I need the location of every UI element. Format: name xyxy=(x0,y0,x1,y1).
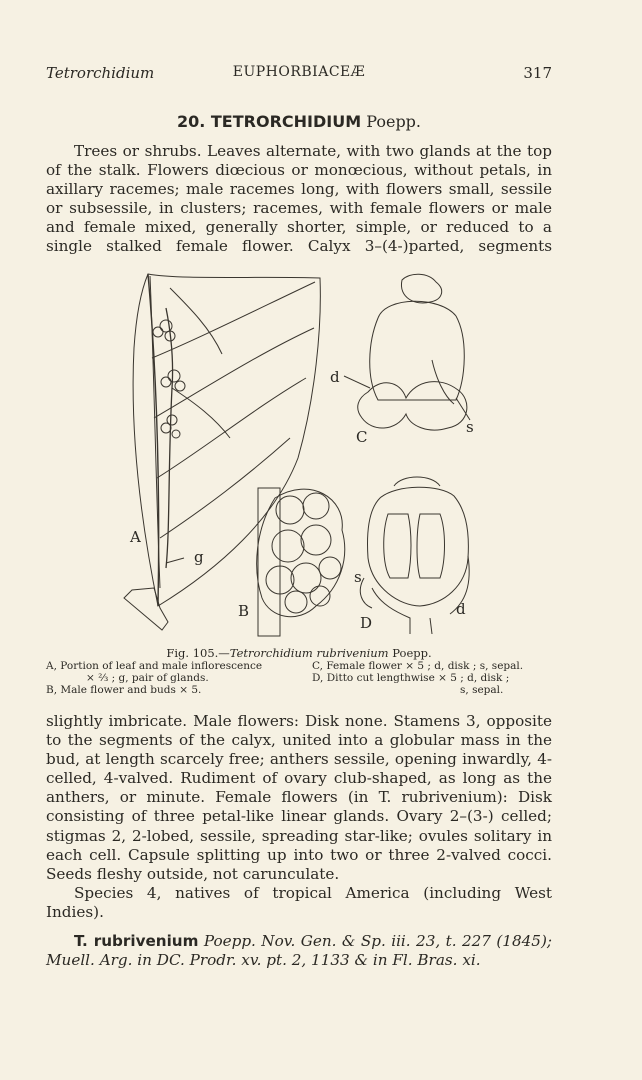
legend-item-a-continued: × ⅔ ; g, pair of glands. xyxy=(86,672,209,684)
fig-d-section-drawing xyxy=(360,477,469,634)
species-count-paragraph: Species 4, natives of tropical America (including West Indies). xyxy=(46,883,552,921)
fig-label-s-top: s xyxy=(466,418,474,436)
fig-label-g: g xyxy=(194,548,204,566)
main-paragraph: slightly imbricate. Male flowers: Disk none. Stamens 3, opposite to the segments of the calyx, united into a globular mass in the bud, at length scarcely free; anthers sessile, opening inwardly, 4-celled, 4-valved. Rudiment of ovary club-shaped, as long as the anthers, or minute. Female flowers (in T. rubrivenium): Disk consisting of three petal-like linear glands. Ovary 2–(3-) celled; stigmas 2, 2-lobed, sessile, spreading star-like; ovules solitary in each cell. Capsule splitting up into two or three 2-valved cocci. Seeds fleshy outside, not carunculate. xyxy=(46,712,552,883)
fig-label-d-bottom: d xyxy=(456,600,466,618)
genus-description xyxy=(46,712,552,922)
legend-right-column xyxy=(312,660,562,696)
legend-item-a: A, Portion of leaf and male inflorescence xyxy=(46,660,263,672)
genus-heading xyxy=(46,112,552,131)
species-citation: Poepp. Nov. Gen. & Sp. iii. 23, t. 227 (1845); Muell. Arg. in DC. Prodr. xv. pt. 2, 1133 & in Fl. Bras. xi. xyxy=(46,932,552,970)
legend-item-c: C, Female flower × 5 ; d, disk ; s, sepal. xyxy=(312,660,524,672)
legend-left-column xyxy=(46,660,308,696)
caption-species: Tetrorchidium rubrivenium xyxy=(229,646,389,660)
figure-illustration xyxy=(110,268,500,638)
species-name: T. rubrivenium xyxy=(74,932,199,950)
legend-item-b: B, Male flower and buds × 5. xyxy=(46,684,202,696)
genus-number-name: 20. TETRORCHIDIUM xyxy=(176,112,362,131)
legend-item-d: D, Ditto cut lengthwise × 5 ; d, disk ; xyxy=(312,672,510,684)
fig-b-male-flower-drawing xyxy=(257,488,345,636)
intro-text xyxy=(46,142,552,257)
caption-authority: Poepp. xyxy=(392,646,432,660)
fig-label-a: A xyxy=(130,528,141,546)
running-title-genus: Tetrorchidium xyxy=(46,64,155,82)
intro-paragraph: Trees or shrubs. Leaves alternate, with two glands at the top of the stalk. Flowers diœcious or monœcious, without petals, in axillary racemes; male racemes long, with flowers small, sessile or subsessile, in clusters; racemes, with female flowers or male and female mixed, generally shorter, simple, or reduced to a single stalked female flower. Calyx 3–(4-)parted, segments xyxy=(46,142,552,256)
fig-label-s-bottom: s xyxy=(354,568,362,586)
caption-prefix: Fig. 105.— xyxy=(166,646,230,660)
genus-authority: Poepp. xyxy=(366,112,422,131)
running-title-family: EUPHORBIACEÆ xyxy=(232,64,366,80)
botanical-figure xyxy=(110,268,500,638)
running-header xyxy=(46,64,552,84)
figure-caption xyxy=(46,646,552,660)
species-entry xyxy=(46,932,552,970)
fig-label-d: D xyxy=(360,614,373,632)
page-number: 317 xyxy=(523,64,552,82)
fig-label-c: C xyxy=(356,428,368,446)
fig-label-b: B xyxy=(238,602,250,620)
legend-item-d-continued: s, sepal. xyxy=(460,684,504,696)
fig-c-female-flower-drawing xyxy=(344,274,470,430)
fig-label-d-top: d xyxy=(330,368,340,386)
